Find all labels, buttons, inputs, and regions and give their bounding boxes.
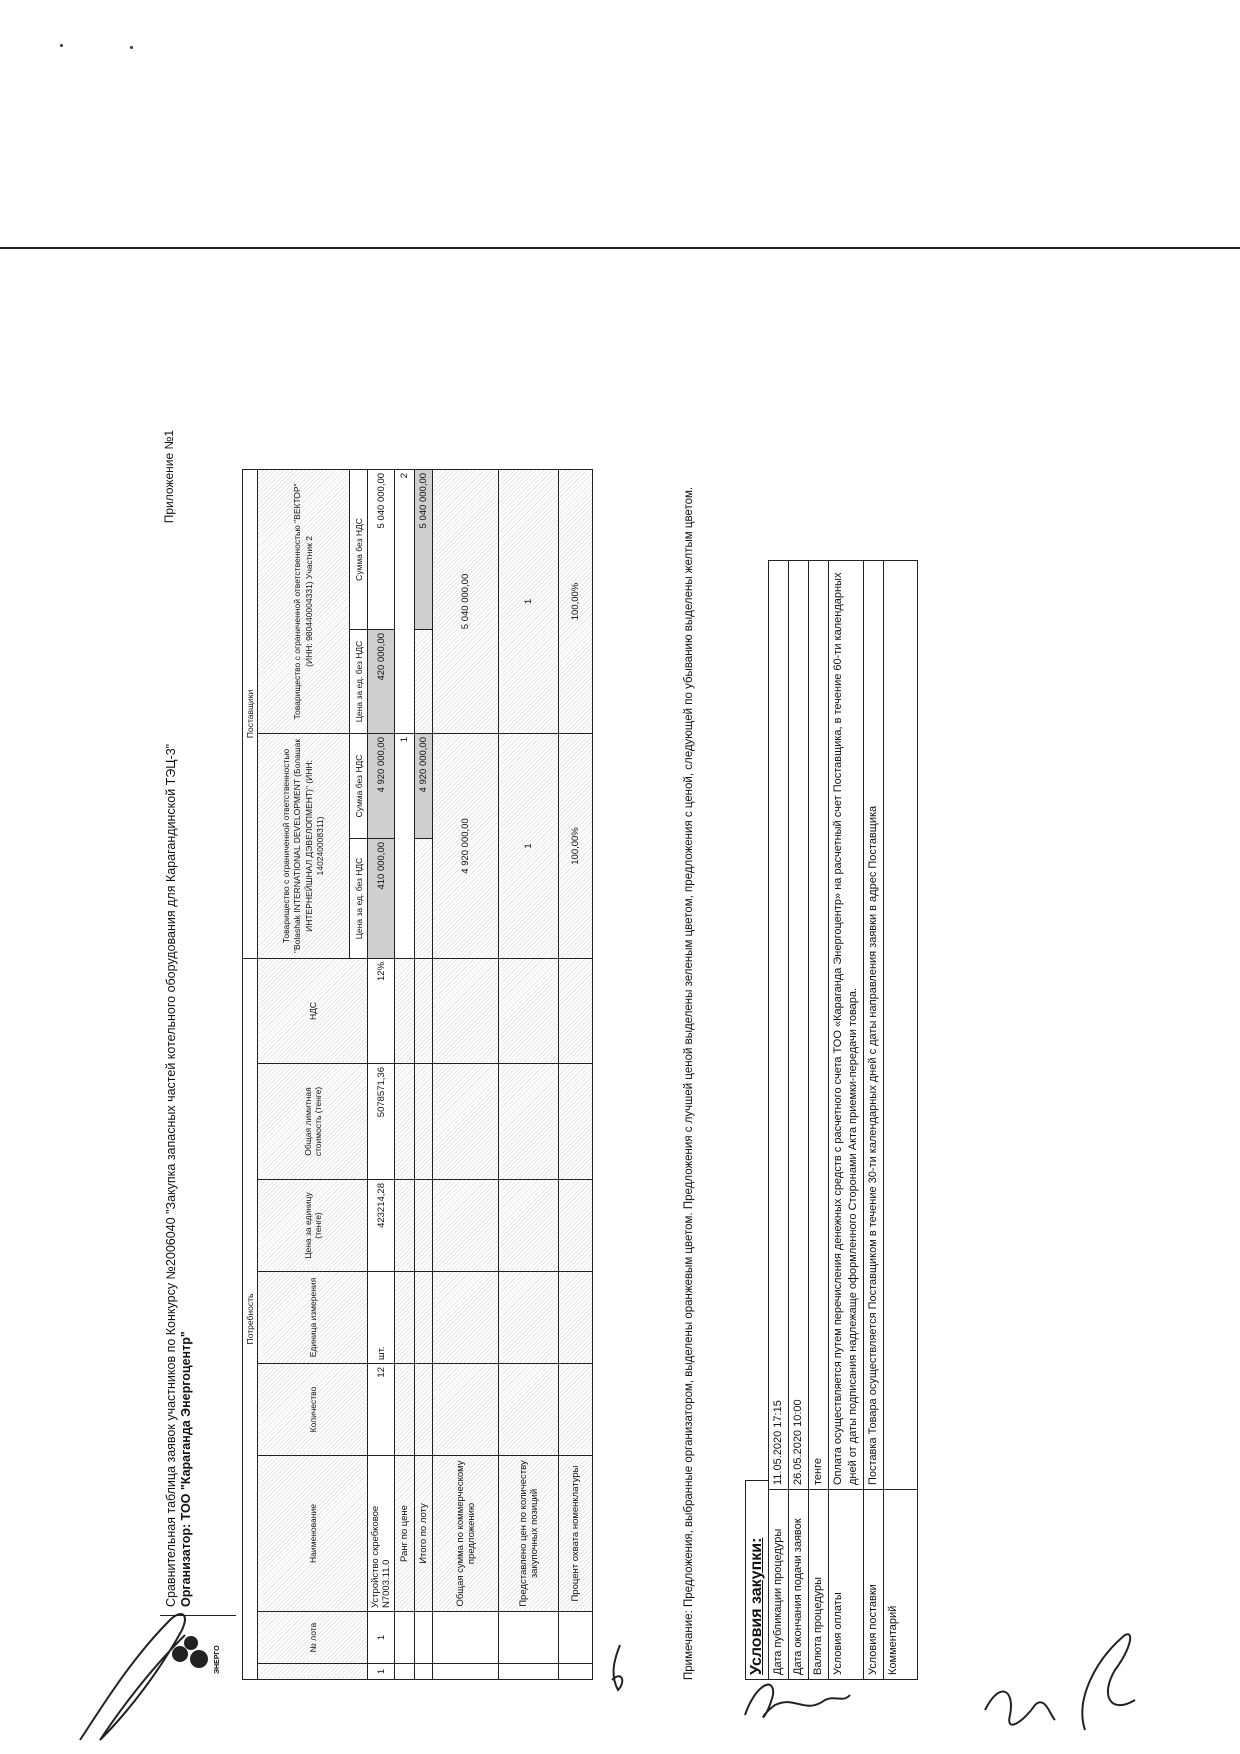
header-title: Сравнительная таблица заявок участников по Конкурсу №2006040 "Закупка запасных частей котельного оборудования для Карагандинской ТЭЦ-3" (164, 743, 178, 1607)
company-logo: ЭНЕРГО (160, 1615, 236, 1680)
commercial-label: Общая сумма по коммерческому предложению (433, 1456, 499, 1612)
cell-price: 423214,28 (368, 1180, 395, 1272)
color-legend-note: Примечание: Предложения, выбранные организатором, выделены оранжевым цветом. Предложения с лучшей ценой выделены зеленым цветом, предложения с ценой, следующей по убыванию выделены желтым цветом. (683, 486, 695, 1680)
table-row-lot-total (415, 469, 433, 1679)
rank-s2: 2 (395, 469, 415, 733)
condition-row: Дата публикации процедуры 11.05.2020 17:15 (769, 561, 789, 1680)
conditions-table (768, 560, 918, 1680)
lot-total-s2: 5 040 000,00 (415, 469, 433, 629)
table-row-commercial (433, 469, 499, 1679)
commercial-s1: 4 920 000,00 (433, 733, 499, 958)
rank-s1: 1 (395, 733, 415, 958)
signature-3 (735, 1665, 855, 1735)
signature-2 (600, 1640, 640, 1700)
cell-unit: шт. (368, 1272, 395, 1364)
conditions-title: Условия закупки: (745, 1480, 768, 1680)
col-vat: НДС (258, 958, 368, 1063)
cell-s2-sum: 5 040 000,00 (368, 469, 395, 629)
cell-num: 1 (368, 1612, 395, 1664)
col-s1-unit-price: Цена за ед. без НДС (350, 838, 368, 958)
condition-row: Условия оплаты Оплата осуществляется путем перечисления денежных средств с расчетного счета ТОО «Караганда Энергоцентр» на расчетный счет Поставщика, в течение 60-ти календарных дней от даты подписания надлежаще оформленного Сторонами Акта приемки-передачи товара. (829, 561, 864, 1680)
scan-speck (130, 46, 133, 49)
signature-4 (975, 1620, 1145, 1750)
lot-total-s1: 4 920 000,00 (415, 733, 433, 838)
cell-vat: 12% (368, 958, 395, 1063)
comparison-table (242, 469, 593, 1680)
col-lot: № лота (258, 1612, 368, 1664)
header-text (160, 736, 236, 1615)
col-s1-sum: Сумма без НДС (350, 733, 368, 838)
positions-label: Представлено цен по количеству закупочных позиций (499, 1456, 559, 1612)
coverage-label: Процент охвата номенклатуры (559, 1456, 593, 1612)
condition-row: Условия поставки Поставка Товара осуществляется Поставщиком в течение 30-ти календарных дней с даты направления заявки в адрес Поставщика (864, 561, 884, 1680)
cell-s1-unit: 410 000,00 (368, 838, 395, 958)
lot-total-label: Итого по лоту (415, 1456, 433, 1612)
comparison-table-wrapper (242, 470, 593, 1680)
supplier-1-header: Товарищество с ограниченной ответственностью "Bolashak INTERNATIONAL DEVELOPMENT (Болашак ИНТЕРНЕЙШНАЛ ДЭВЕЛОПМЕНТ)" (ИНН: 140240008311) (258, 733, 350, 958)
condition-row: Дата окончания подачи заявок 26.05.2020 10:00 (789, 561, 809, 1680)
document-header (160, 500, 236, 1680)
col-unit: Единица измерения (258, 1272, 368, 1364)
cell-lot: 1 (368, 1664, 395, 1680)
col-name: Наименование (258, 1456, 368, 1612)
positions-s1: 1 (499, 733, 559, 958)
horizontal-rule (0, 247, 1240, 249)
cell-qty: 12 (368, 1364, 395, 1456)
cell-s1-sum: 4 920 000,00 (368, 733, 395, 838)
group-suppliers: Поставщики (243, 469, 258, 958)
col-s2-sum: Сумма без НДС (350, 469, 368, 629)
header-organizer: Организатор: ТОО "Караганда Энергоцентр" (179, 1331, 193, 1607)
supplier-2-header: Товарищество с ограниченной ответственностью "ВЕКТОР" (ИНН: 980440004331) Участник 2 (258, 469, 350, 733)
table-row-item (368, 469, 395, 1679)
positions-s2: 1 (499, 469, 559, 733)
annex-label: Приложение №1 (162, 430, 176, 524)
scan-speck (60, 44, 63, 47)
table-row-positions (499, 469, 559, 1679)
procurement-conditions (745, 560, 918, 1680)
cell-total: 5078571,36 (368, 1064, 395, 1180)
condition-row: Комментарий (884, 561, 918, 1680)
table-row-coverage (559, 469, 593, 1679)
col-total: Общая лимитная стоимость (тенге) (258, 1064, 368, 1180)
condition-row: Валюта процедуры тенге (809, 561, 829, 1680)
group-need: Потребность (243, 958, 258, 1679)
col-blank (258, 1664, 368, 1680)
commercial-s2: 5 040 000,00 (433, 469, 499, 733)
table-row-rank (395, 469, 415, 1679)
cell-s2-unit: 420 000,00 (368, 629, 395, 733)
col-price: Цена за единицу (тенге) (258, 1180, 368, 1272)
rotated-document-sheet (160, 430, 1160, 1680)
coverage-s2: 100,00% (559, 469, 593, 733)
col-s2-unit-price: Цена за ед. без НДС (350, 629, 368, 733)
signature-1 (70, 1600, 220, 1750)
col-qty: Количество (258, 1364, 368, 1456)
coverage-s1: 100,00% (559, 733, 593, 958)
rank-label: Ранг по цене (395, 1456, 415, 1612)
cell-name: Устройство скребковое N7003.11.0 (368, 1456, 395, 1612)
